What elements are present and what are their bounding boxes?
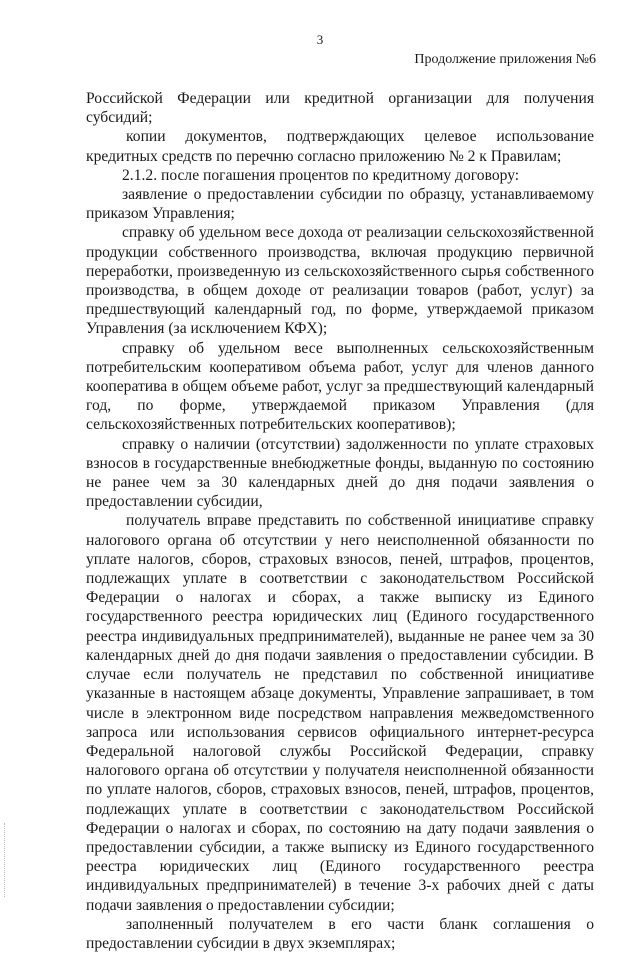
appendix-continuation-note: Продолжение приложения №6: [414, 52, 596, 67]
paragraph-tax-certificate: получатель вправе представить по собственной инициативе справку налогового органа об отсутствии у него неисполненной обязанности по уплате налогов, сборов, страховых взносов, пеней, штрафов, процентов, подлежащих уплате в соответствии с законодательством Российской Федерации о налогах и сборах, а также выписку из Единого государственного реестра юридических лиц (Единого государственного реестра индивидуальных предпринимателей), выданные не ранее чем за 30 календарных дней до дня подачи заявления о предоставлении субсидии. В случае если получатель не представил по собственной инициативе указанные в настоящем абзаце документы, Управление запрашивает, в том числе в электронном виде посредством направления межведомственного запроса или использования сервисов официального интернет-ресурса Федеральной налоговой службы Российской Федерации, справку налогового органа об отсутствии у получателя неисполненной обязанности по уплате налогов, сборов, страховых взносов, пеней, штрафов, процентов, подлежащих уплате в соответствии с законодательством Российской Федерации о налогах и сборах, по состоянию на дату подачи заявления о предоставлении субсидии, а также выписку из Единого государственного реестра юридических лиц (Единого государственного реестра индивидуальных предпринимателей) в течение 3-х рабочих дней с даты подачи заявления о предоставлении субсидии;: [86, 512, 594, 914]
paragraph-section-2-1-2: 2.1.2. после погашения процентов по кредитному договору:: [122, 166, 520, 184]
paragraph-agreement-form: заполненный получателем в его части бланк соглашения о предоставлении субсидии в двух экземплярах;: [86, 915, 594, 952]
paragraph-usage-documents: копии документов, подтверждающих целевое использование кредитных средств по перечню согласно приложению № 2 к Правилам;: [86, 128, 594, 165]
paragraph-application: заявление о предоставлении субсидии по образцу, устанавливаемому приказом Управления;: [86, 186, 594, 223]
page-number: 3: [316, 32, 324, 47]
document-body: [86, 89, 594, 953]
scan-edge-mark: [4, 823, 6, 897]
paragraph-continuation: Российской Федерации или кредитной организации для получения субсидий;: [86, 90, 594, 127]
paragraph-income-share-certificate: справку об удельном весе дохода от реализации сельскохозяйственной продукции собственного производства, включая продукцию первичной переработки, произведенную из сельскохозяйственного сырья собственного производства, в общем доходе от реализации товаров (работ, услуг) за предшествующий календарный год, по форме, утверждаемой приказом Управления (за исключением КФХ);: [86, 224, 594, 338]
paragraph-cooperative-certificate: справку об удельном весе выполненных сельскохозяйственным потребительским кооперативом объема работ, услуг для членов данного кооператива в общем объеме работ, услуг за предшествующий календарный год, по форме, утверждаемой приказом Управления (для сельскохозяйственных потребительских кооперативов);: [86, 339, 594, 434]
paragraph-insurance-debt-certificate: справку о наличии (отсутствии) задолженности по уплате страховых взносов в государственные внебюджетные фонды, выданную по состоянию не ранее чем за 30 календарных дней до дня подачи заявления о предоставлении субсидии,: [86, 435, 594, 511]
